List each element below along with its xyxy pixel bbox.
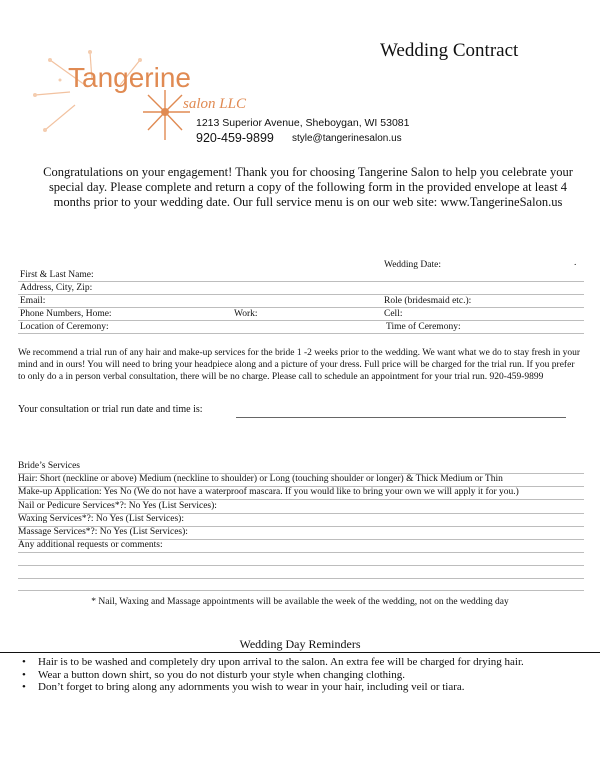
reminder-text: Hair is to be washed and completely dry upon arrival to the salon. An extra fee will be charged for drying hair. <box>38 656 524 668</box>
makeup-options[interactable]: Make-up Application: Yes No (We do not have a waterproof mascara. If you would like to bring your own we will apply it for you.) <box>18 487 519 497</box>
comment-line[interactable] <box>18 578 584 579</box>
address-label: Address, City, Zip: <box>20 283 93 293</box>
phone-home-label: Phone Numbers, Home: <box>20 309 112 319</box>
consultation-label: Your consultation or trial run date and time is: <box>18 404 203 415</box>
location-label: Location of Ceremony: <box>20 322 109 332</box>
comment-line[interactable] <box>18 590 584 591</box>
reminders-title: Wedding Day Reminders <box>239 637 361 651</box>
intro-paragraph: Congratulations on your engagement! Thank you for choosing Tangerine Salon to help you celebrate your special day. Please complete and return a copy of the following form in the provided envelope at least 4 months prior to your wedding date. Our full service menu is on our web site: www.TangerineSalon.us <box>43 165 573 209</box>
hair-options[interactable]: Hair: Short (neckline or above) Medium (neckline to shoulder) or Long (touching shoulder or longer) & Thick Medium or Thin <box>18 474 503 484</box>
reminders-list <box>22 656 524 694</box>
salon-address: 1213 Superior Avenue, Sheboygan, WI 53081 <box>196 117 410 129</box>
waxing-services-field[interactable]: Waxing Services*?: No Yes (List Services): <box>18 514 184 524</box>
consultation-input-line[interactable] <box>236 417 566 418</box>
email-label: Email: <box>20 296 46 306</box>
additional-requests-label: Any additional requests or comments: <box>18 540 163 550</box>
phone-field[interactable] <box>18 307 584 321</box>
wedding-date-label: Wedding Date: <box>384 260 442 270</box>
salon-email[interactable]: style@tangerinesalon.us <box>292 133 402 144</box>
name-field[interactable] <box>18 268 584 282</box>
cell-label: Cell: <box>384 309 403 319</box>
reminders-divider <box>0 652 600 653</box>
page-title: Wedding Contract <box>380 40 519 61</box>
email-field[interactable] <box>18 294 584 308</box>
massage-services-field[interactable]: Massage Services*?: No Yes (List Services): <box>18 527 188 537</box>
name-label: First & Last Name: <box>20 270 94 280</box>
bullet-icon: • <box>22 656 26 668</box>
time-label: Time of Ceremony: <box>386 322 461 332</box>
salon-phone: 920-459-9899 <box>196 131 274 145</box>
divider <box>18 552 584 553</box>
address-field[interactable] <box>18 281 584 295</box>
ceremony-field[interactable] <box>18 320 584 334</box>
divider <box>18 499 584 500</box>
comment-line[interactable] <box>18 565 584 566</box>
role-label: Role (bridesmaid etc.): <box>384 296 472 306</box>
work-label: Work: <box>234 309 258 319</box>
reminder-text: Wear a button down shirt, so you do not disturb your style when changing clothing. <box>38 668 405 681</box>
appointment-note: * Nail, Waxing and Massage appointments will be available the week of the wedding, not on the wedding day <box>91 597 509 607</box>
list-item <box>22 669 524 682</box>
services-heading: Bride’s Services <box>18 461 81 471</box>
reminder-text: Don’t forget to bring along any adornments you wish to wear in your hair, including veil or tiara. <box>38 681 465 693</box>
logo-name: Tangerine <box>68 62 191 93</box>
nail-services-field[interactable]: Nail or Pedicure Services*?: No Yes (List Services): <box>18 501 217 511</box>
trial-run-paragraph: We recommend a trial run of any hair and make-up services for the bride 1 -2 weeks prior to the wedding. We want what we do to stay fresh in your mind and in ours! You will need to bring your headpiece along and a picture of your dress. Full price will be charged for the trial run. If you prefer to only do a in person verbal consultation, there will be no charge. Please call to schedule an appointment for your trial run. 920-459-9899 <box>18 348 581 382</box>
bullet-icon: • <box>22 681 26 693</box>
bullet-icon: • <box>22 668 26 681</box>
list-item <box>22 656 524 669</box>
logo-subtitle: salon LLC <box>183 96 246 112</box>
wedding-date-end: . <box>574 258 577 268</box>
list-item <box>22 681 524 694</box>
